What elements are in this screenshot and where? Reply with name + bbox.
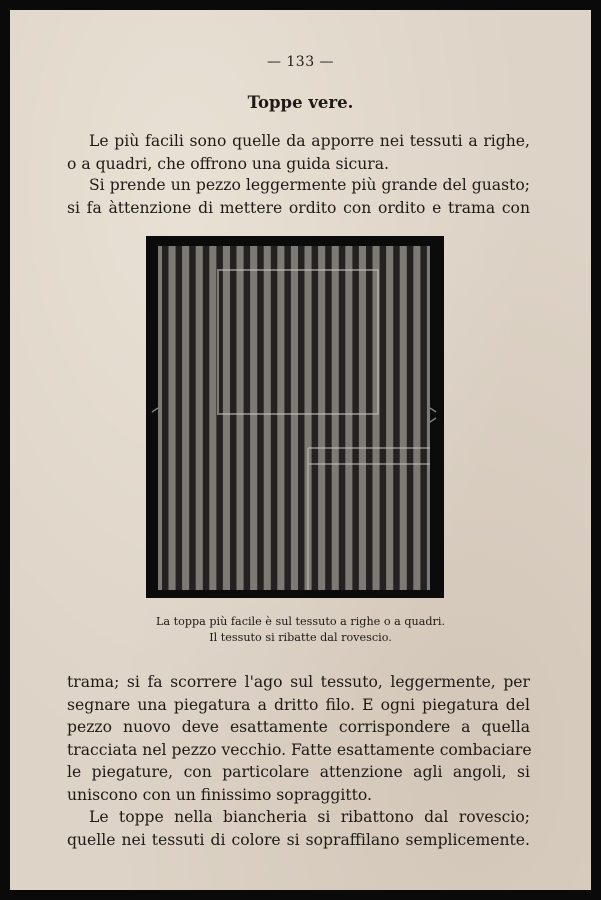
text-line: tracciata nel pezzo vecchio. Fatte esattamente combaciare (67, 740, 532, 759)
text-line: uniscono con un finissimo sopraggitto. (67, 785, 372, 804)
text-line: Le toppe nella biancheria si ribattono dal rovescio; (89, 808, 530, 826)
text-line: Si prende un pezzo leggermente più grande del guasto; (89, 176, 530, 194)
fabric-shade (158, 246, 430, 590)
section-title: Toppe vere. (247, 93, 354, 112)
caption-line-1: La toppa più facile è sul tessuto a righe o a quadri. (155, 615, 446, 628)
text-line: quelle nei tessuti di colore si sopraffilano semplicemente. (67, 830, 530, 849)
text-line: trama; si fa scorrere l'ago sul tessuto, leggermente, per (67, 673, 530, 691)
paragraph-procedure-continued (67, 671, 530, 806)
text-line: o a quadri, che offrono una guida sicura. (67, 154, 389, 173)
text-line: le piegature, con particolare attenzione agli angoli, si (67, 763, 530, 781)
paragraph-procedure-start (67, 174, 530, 219)
figure-caption (10, 614, 591, 646)
paragraph-final (67, 806, 530, 851)
paragraph-intro (67, 130, 530, 175)
text-line: si fa àttenzione di mettere ordito con ordito e trama con (67, 198, 530, 217)
page-number: — 133 — (266, 54, 335, 70)
text-line: pezzo nuovo deve esattamente corrispondere a quella (67, 718, 530, 736)
striped-fabric-patch-photo (146, 236, 444, 598)
fabric-illustration (146, 236, 444, 598)
caption-line-2: Il tessuto si ribatte dal rovescio. (209, 631, 392, 644)
text-line: segnare una piegatura a dritto filo. E ogni piegatura del (67, 695, 530, 714)
text-line: Le più facili sono quelle da apporre nei tessuti a righe, (89, 132, 530, 150)
book-page (10, 10, 591, 890)
